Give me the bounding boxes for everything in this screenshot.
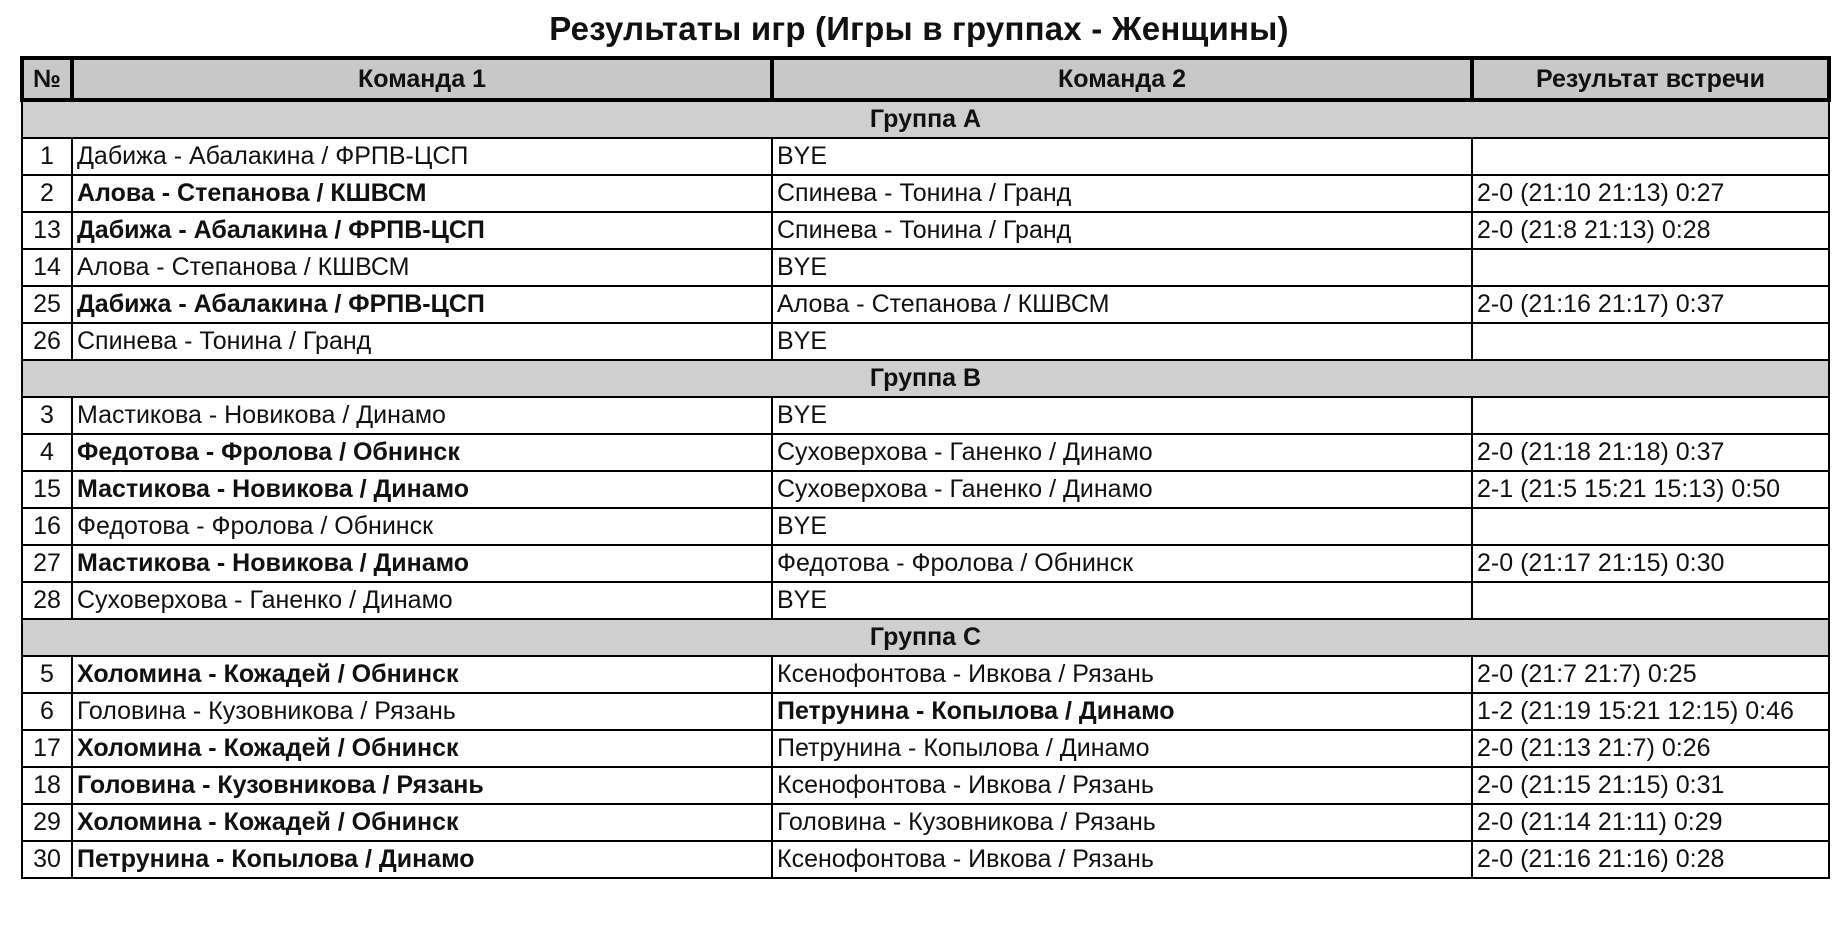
header-team1: Команда 1 (72, 58, 772, 100)
match-number: 16 (22, 508, 72, 545)
team1-cell: Холомина - Кожадей / Обнинск (72, 730, 772, 767)
team1-cell: Петрунина - Копылова / Динамо (72, 841, 772, 878)
result-cell (1472, 582, 1829, 619)
team1-cell: Головина - Кузовникова / Рязань (72, 767, 772, 804)
table-row (22, 693, 1829, 730)
header-result: Результат встречи (1472, 58, 1829, 100)
match-number: 27 (22, 545, 72, 582)
table-row (22, 841, 1829, 878)
match-number: 6 (22, 693, 72, 730)
table-row (22, 286, 1829, 323)
team2-cell: Суховерхова - Ганенко / Динамо (772, 434, 1472, 471)
match-number: 30 (22, 841, 72, 878)
group-header-row (22, 619, 1829, 656)
team1-cell: Дабижа - Абалакина / ФРПВ-ЦСП (72, 138, 772, 175)
team1-cell: Алова - Степанова / КШВСМ (72, 175, 772, 212)
table-row (22, 508, 1829, 545)
group-header-row (22, 100, 1829, 138)
match-number: 13 (22, 212, 72, 249)
result-cell: 2-1 (21:5 15:21 15:13) 0:50 (1472, 471, 1829, 508)
result-cell: 2-0 (21:18 21:18) 0:37 (1472, 434, 1829, 471)
team1-cell: Дабижа - Абалакина / ФРПВ-ЦСП (72, 286, 772, 323)
team1-cell: Суховерхова - Ганенко / Динамо (72, 582, 772, 619)
table-row (22, 582, 1829, 619)
match-number: 15 (22, 471, 72, 508)
table-row (22, 212, 1829, 249)
match-number: 26 (22, 323, 72, 360)
result-cell (1472, 397, 1829, 434)
results-body (22, 100, 1829, 878)
table-row (22, 656, 1829, 693)
result-cell: 1-2 (21:19 15:21 12:15) 0:46 (1472, 693, 1829, 730)
team1-cell: Дабижа - Абалакина / ФРПВ-ЦСП (72, 212, 772, 249)
table-row (22, 397, 1829, 434)
match-number: 29 (22, 804, 72, 841)
results-table (20, 56, 1831, 879)
result-cell (1472, 138, 1829, 175)
match-number: 14 (22, 249, 72, 286)
match-number: 17 (22, 730, 72, 767)
match-number: 18 (22, 767, 72, 804)
team2-cell: Ксенофонтова - Ивкова / Рязань (772, 841, 1472, 878)
team2-cell: BYE (772, 582, 1472, 619)
team2-cell: Ксенофонтова - Ивкова / Рязань (772, 767, 1472, 804)
group-name: Группа B (22, 360, 1829, 397)
team2-cell: Алова - Степанова / КШВСМ (772, 286, 1472, 323)
team1-cell: Спинева - Тонина / Гранд (72, 323, 772, 360)
team1-cell: Холомина - Кожадей / Обнинск (72, 804, 772, 841)
table-row (22, 323, 1829, 360)
team2-cell: Петрунина - Копылова / Динамо (772, 693, 1472, 730)
team2-cell: Суховерхова - Ганенко / Динамо (772, 471, 1472, 508)
team1-cell: Алова - Степанова / КШВСМ (72, 249, 772, 286)
group-name: Группа A (22, 100, 1829, 138)
team2-cell: Головина - Кузовникова / Рязань (772, 804, 1472, 841)
team1-cell: Головина - Кузовникова / Рязань (72, 693, 772, 730)
result-cell (1472, 508, 1829, 545)
result-cell: 2-0 (21:16 21:16) 0:28 (1472, 841, 1829, 878)
team2-cell: Ксенофонтова - Ивкова / Рязань (772, 656, 1472, 693)
table-row (22, 730, 1829, 767)
result-cell: 2-0 (21:8 21:13) 0:28 (1472, 212, 1829, 249)
group-header-row (22, 360, 1829, 397)
team1-cell: Мастикова - Новикова / Динамо (72, 397, 772, 434)
result-cell: 2-0 (21:14 21:11) 0:29 (1472, 804, 1829, 841)
table-row (22, 138, 1829, 175)
table-row (22, 249, 1829, 286)
team2-cell: BYE (772, 138, 1472, 175)
table-row (22, 471, 1829, 508)
team2-cell: Федотова - Фролова / Обнинск (772, 545, 1472, 582)
table-row (22, 434, 1829, 471)
team2-cell: BYE (772, 397, 1472, 434)
team1-cell: Мастикова - Новикова / Динамо (72, 545, 772, 582)
team2-cell: Спинева - Тонина / Гранд (772, 175, 1472, 212)
match-number: 4 (22, 434, 72, 471)
team2-cell: Петрунина - Копылова / Динамо (772, 730, 1472, 767)
match-number: 5 (22, 656, 72, 693)
result-cell: 2-0 (21:16 21:17) 0:37 (1472, 286, 1829, 323)
team2-cell: BYE (772, 249, 1472, 286)
team1-cell: Мастикова - Новикова / Динамо (72, 471, 772, 508)
table-header-row (22, 58, 1829, 100)
page-title: Результаты игр (Игры в группах - Женщины) (549, 10, 1289, 47)
result-cell: 2-0 (21:15 21:15) 0:31 (1472, 767, 1829, 804)
team2-cell: Спинева - Тонина / Гранд (772, 212, 1472, 249)
result-cell: 2-0 (21:7 21:7) 0:25 (1472, 656, 1829, 693)
header-no: № (22, 58, 72, 100)
result-cell (1472, 323, 1829, 360)
result-cell: 2-0 (21:13 21:7) 0:26 (1472, 730, 1829, 767)
match-number: 25 (22, 286, 72, 323)
team2-cell: BYE (772, 508, 1472, 545)
table-row (22, 804, 1829, 841)
table-row (22, 175, 1829, 212)
header-team2: Команда 2 (772, 58, 1472, 100)
team1-cell: Федотова - Фролова / Обнинск (72, 508, 772, 545)
result-cell: 2-0 (21:17 21:15) 0:30 (1472, 545, 1829, 582)
result-cell: 2-0 (21:10 21:13) 0:27 (1472, 175, 1829, 212)
team2-cell: BYE (772, 323, 1472, 360)
match-number: 1 (22, 138, 72, 175)
match-number: 2 (22, 175, 72, 212)
team1-cell: Федотова - Фролова / Обнинск (72, 434, 772, 471)
table-row (22, 545, 1829, 582)
team1-cell: Холомина - Кожадей / Обнинск (72, 656, 772, 693)
result-cell (1472, 249, 1829, 286)
table-row (22, 767, 1829, 804)
match-number: 3 (22, 397, 72, 434)
group-name: Группа C (22, 619, 1829, 656)
match-number: 28 (22, 582, 72, 619)
